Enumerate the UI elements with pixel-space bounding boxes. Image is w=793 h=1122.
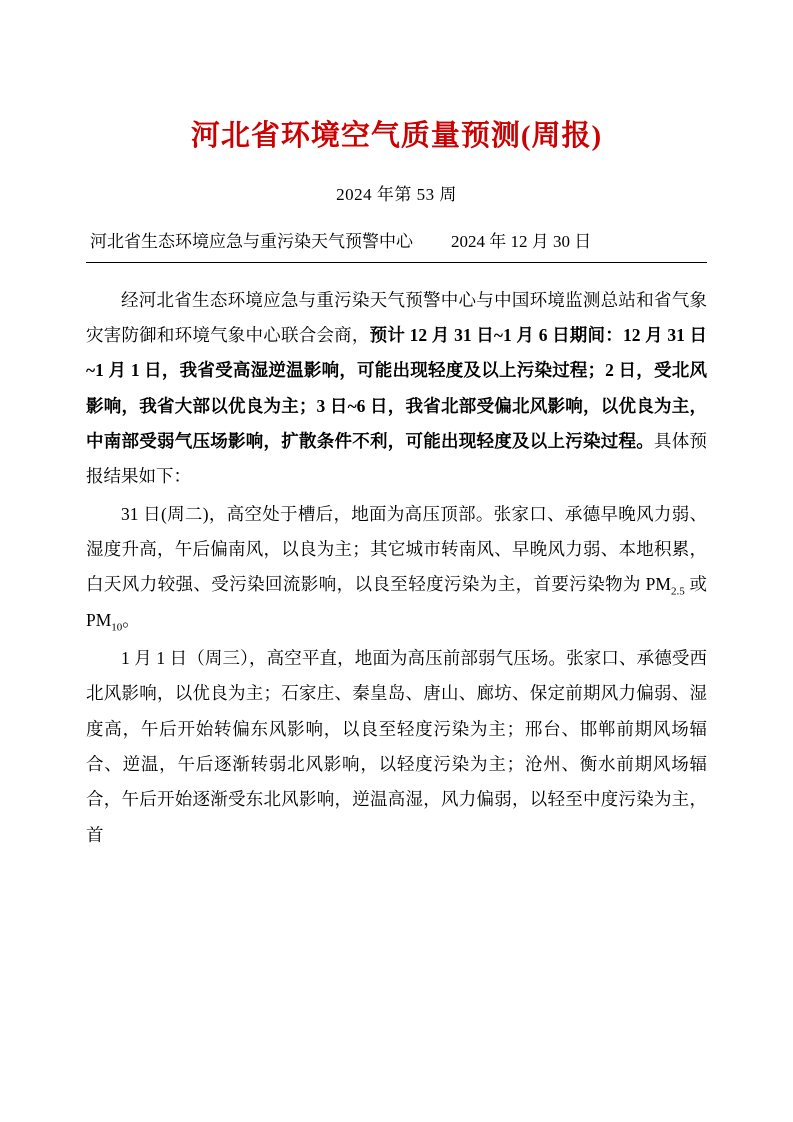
text-run: 1 月 1 日（周三），高空平直，地面为高压前部弱气压场。张家口、承德受西北风影响，以优良为主；石家庄、秦皇岛、唐山、廊坊、保定前期风力偏弱、湿度高，午后开始转偏东风影响，以良至轻度污染为主；邢台、邯郸前期风场辐合、逆温，午后逐渐转弱北风影响，以轻度污染为主；沧州、衡水前期风场辐合，午后开始逐渐受东北风影响，逆温高湿，风力偏弱，以轻至中度污染为主，首 — [86, 647, 707, 845]
text-run: 2.5 — [670, 585, 685, 598]
document-meta — [86, 227, 707, 252]
text-run: 预计 12 月 31 日~1 月 6 日期间：12 月 31 日~1 月 1 日，我省受高湿逆温影响，可能出现轻度及以上污染过程；2 日，受北风影响，我省大部以优良为主；3 日~6 日，我省北部受偏北风影响，以优良为主，中南部受弱气压场影响，扩散条件不利，可能出现轻度及以上污染过程。 — [86, 325, 707, 452]
text-run: 或 PM — [86, 574, 707, 631]
page-title: 河北省环境空气质量预测(周报) — [190, 120, 603, 152]
issuing-organization: 河北省生态环境应急与重污染天气预警中心 — [90, 231, 413, 251]
text-run: 经河北省生态环境应急与重污染天气预警中心与中国环境监测总站和省气象灾害防御和环境气象中心联合会商， — [86, 289, 707, 346]
text-run: 。 — [122, 610, 140, 631]
document-body — [86, 283, 707, 853]
text-run: 31 日(周二)，高空处于槽后，地面为高压顶部。张家口、承德早晚风力弱、湿度升高，午后偏南风，以良为主；其它城市转南风、早晚风力弱、本地积累，白天风力较强、受污染回流影响，以良至轻度污染为主，首要污染物为 PM — [86, 503, 707, 595]
text-run: 具体预报结果如下： — [86, 431, 707, 487]
publication-date: 2024 年 12 月 30 日 — [451, 231, 592, 251]
paragraph-summary — [86, 283, 707, 495]
header-divider — [86, 262, 707, 263]
text-run: 10 — [111, 621, 123, 634]
document-subtitle: 2024 年第 53 周 — [336, 184, 457, 204]
paragraph-day-31 — [86, 497, 707, 639]
paragraph-day-jan-1 — [86, 641, 707, 853]
